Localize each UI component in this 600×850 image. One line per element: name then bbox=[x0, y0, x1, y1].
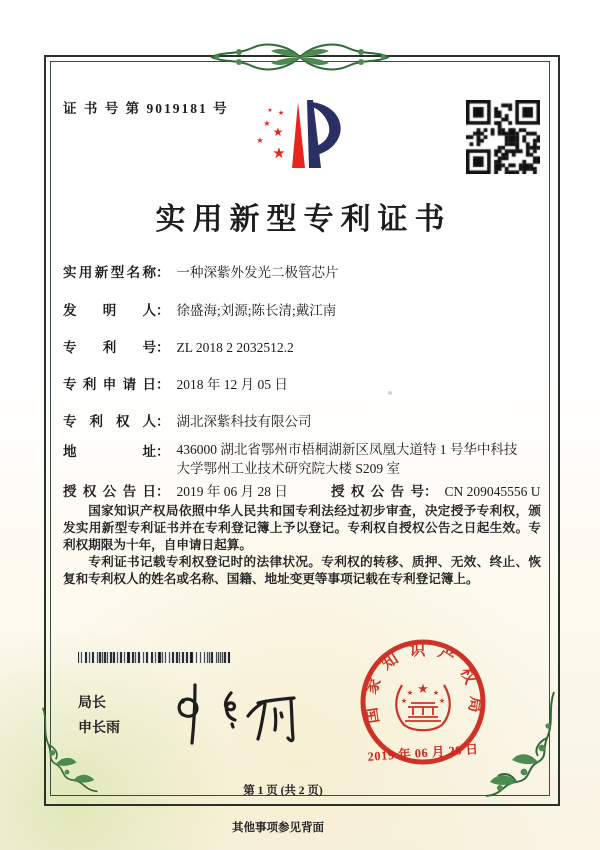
director-title: 局长 bbox=[78, 696, 106, 711]
field-row-name bbox=[63, 261, 545, 281]
legal-paragraph: 专利证书记载专利权登记时的法律状况。专利权的转移、质押、无效、终止、恢复和专利权人的姓名或名称、国籍、地址变更等事项记载在专利登记簿上。 bbox=[63, 555, 541, 586]
seal-ring-text: 国家知识产权局 bbox=[361, 641, 485, 725]
field-label: 实用新型名称 bbox=[63, 265, 156, 280]
field-row-grant bbox=[63, 480, 545, 500]
field-label: 专利号 bbox=[63, 340, 156, 355]
field-colon: ： bbox=[156, 377, 170, 392]
director-signature-icon bbox=[162, 676, 322, 751]
field-label: 专利权人 bbox=[63, 414, 156, 429]
svg-text:★: ★ bbox=[406, 689, 414, 697]
svg-text:★: ★ bbox=[272, 125, 284, 139]
svg-text:★: ★ bbox=[272, 144, 286, 162]
field-value: ZL 2018 2 2032512.2 bbox=[176, 340, 294, 355]
cnipa-logo-icon bbox=[252, 92, 347, 177]
field-label: 授权公告号 bbox=[331, 484, 424, 499]
director-block bbox=[78, 691, 120, 741]
field-grant-number bbox=[331, 480, 541, 500]
svg-text:★: ★ bbox=[417, 682, 429, 697]
svg-text:★: ★ bbox=[400, 697, 408, 705]
field-label: 地址 bbox=[63, 444, 156, 459]
svg-text:★: ★ bbox=[277, 109, 285, 117]
field-colon: ： bbox=[424, 484, 438, 499]
field-value: 湖北深紫科技有限公司 bbox=[176, 414, 312, 429]
field-colon: ： bbox=[156, 303, 170, 318]
legal-text bbox=[63, 503, 541, 588]
svg-text:★: ★ bbox=[256, 136, 264, 145]
field-value: 徐盛海;刘源;陈长清;戴江南 bbox=[176, 303, 337, 318]
field-colon: ： bbox=[156, 414, 170, 429]
page-number: 第 1 页 (共 2 页) bbox=[243, 785, 323, 797]
field-row-patent-number bbox=[63, 336, 545, 356]
field-row-patentee bbox=[63, 410, 545, 430]
back-note: 其他事项参见背面 bbox=[232, 822, 324, 834]
field-value: 一种深紫外发光二极管芯片 bbox=[176, 265, 339, 280]
field-value: 2019 年 06 月 28 日 bbox=[176, 484, 288, 499]
field-colon: ： bbox=[156, 484, 170, 499]
field-row-inventors bbox=[63, 299, 545, 319]
seal-date: 2019 年 06 月 28 日 bbox=[367, 742, 479, 764]
field-label: 发明人 bbox=[63, 303, 156, 318]
bottom-right-corner-ornament-icon bbox=[478, 690, 560, 804]
watermark-speck bbox=[388, 391, 392, 395]
svg-text:★: ★ bbox=[432, 689, 440, 697]
field-row-address bbox=[63, 440, 545, 478]
barcode bbox=[78, 652, 230, 663]
field-colon: ： bbox=[156, 340, 170, 355]
top-border-ornament-icon bbox=[205, 36, 395, 78]
legal-paragraph: 国家知识产权局依照中华人民共和国专利法经过初步审查，决定授予专利权，颁发实用新型专利证书并在专利登记簿上予以登记。专利权自授权公告之日起生效。专利权期限为十年，自申请日起算。 bbox=[63, 504, 541, 552]
field-label: 专利申请日 bbox=[63, 377, 156, 392]
field-row-filing-date bbox=[63, 373, 545, 393]
address-line2: 大学鄂州工业技术研究院大楼 S209 室 bbox=[176, 461, 401, 476]
svg-text:★: ★ bbox=[263, 119, 271, 128]
field-value: 2018 年 12 月 05 日 bbox=[176, 377, 288, 392]
field-colon: ： bbox=[156, 444, 170, 459]
certificate-number: 证 书 号 第 9019181 号 bbox=[63, 101, 229, 116]
field-colon: ： bbox=[156, 265, 170, 280]
svg-text:★: ★ bbox=[267, 107, 273, 114]
svg-text:★: ★ bbox=[438, 697, 446, 705]
certificate-title: 实用新型专利证书 bbox=[155, 203, 452, 236]
address-line1: 436000 湖北省鄂州市梧桐湖新区凤凰大道特 1 号华中科技 bbox=[176, 442, 518, 457]
director-name: 申长雨 bbox=[78, 721, 120, 736]
field-value bbox=[177, 440, 549, 478]
field-label: 授权公告日 bbox=[63, 484, 156, 499]
qr-code bbox=[466, 100, 540, 174]
field-value: CN 209045556 U bbox=[444, 484, 541, 499]
